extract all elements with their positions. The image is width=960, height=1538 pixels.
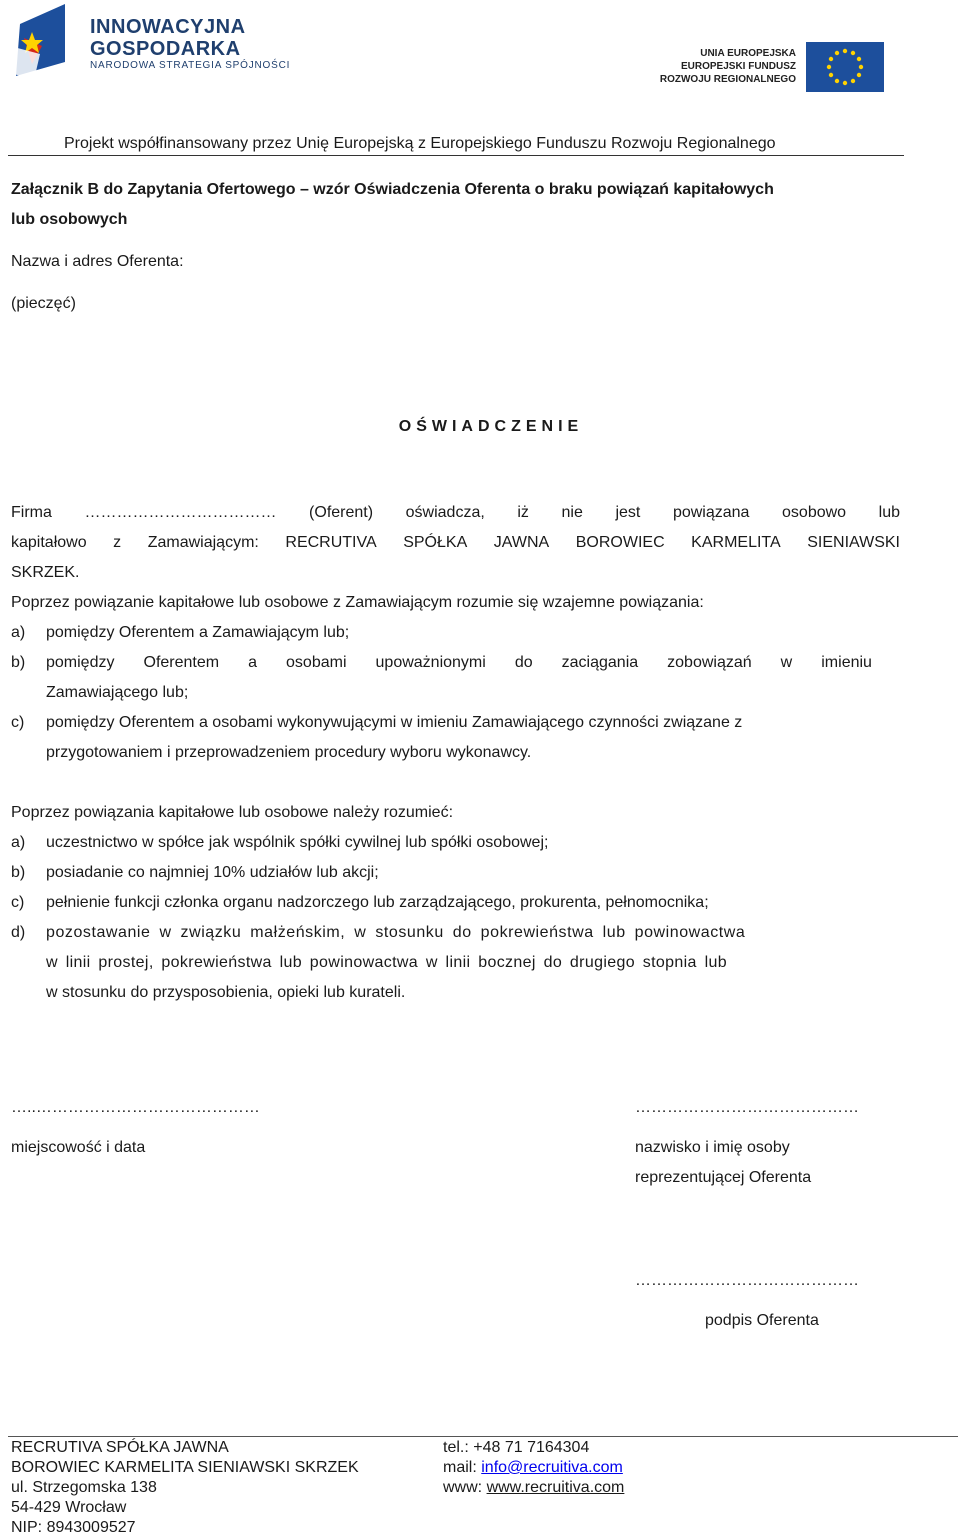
list-letter: a) — [11, 624, 26, 641]
eu-line2: EUROPEJSKI FUNDUSZ — [680, 61, 796, 72]
footer-street: ul. Strzegomska 138 — [11, 1479, 157, 1496]
list-letter: b) — [11, 864, 26, 881]
footer-www-link[interactable]: www.recruitiva.com — [486, 1479, 625, 1496]
ig-line3: NARODOWA STRATEGIA SPÓJNOŚCI — [90, 60, 291, 71]
word: SIENIAWSKI — [807, 534, 900, 551]
word: Zamawiającym: — [147, 534, 259, 551]
word: imieniu — [821, 654, 872, 671]
footer-company-block — [11, 1438, 359, 1538]
list2-item-c — [11, 888, 901, 918]
signature-dots: …………………………………… — [635, 1272, 859, 1289]
word: w — [780, 654, 793, 671]
list-text: posiadanie co najmniej 10% udziałów lub akcji; — [46, 864, 379, 881]
list1-item-c — [11, 708, 881, 768]
word: zaciągania — [561, 654, 639, 671]
list-letter: c) — [11, 714, 25, 731]
footer-www-row — [443, 1478, 624, 1498]
word: KARMELITA — [691, 534, 781, 551]
list-letter: d) — [11, 924, 26, 941]
statement-line1 — [11, 498, 900, 528]
representative-dots: …………………………………… — [635, 1099, 859, 1116]
list-text: pozostawanie w związku małżeńskim, w stosunku do pokrewieństwa lub powinowactwa — [46, 924, 746, 941]
list1-item-a — [11, 618, 881, 648]
header-divider — [8, 155, 904, 156]
list-text — [46, 648, 872, 678]
innowacyjna-gospodarka-logo — [10, 2, 310, 82]
statement-line2 — [11, 528, 900, 558]
list1-item-b-cont — [11, 678, 881, 708]
word: nie — [561, 504, 583, 521]
document-title-line2: lub osobowych — [11, 211, 128, 228]
word: pomiędzy — [46, 654, 115, 671]
statement-heading: OŚWIADCZENIE — [398, 418, 584, 435]
signature-label: podpis Oferenta — [705, 1312, 819, 1329]
word: (Oferent) — [309, 504, 374, 521]
footer-phone: tel.: +48 71 7164304 — [443, 1439, 590, 1456]
word: BOROWIEC — [575, 534, 665, 551]
place-date-label: miejscowość i data — [11, 1139, 146, 1156]
footer-contact-block — [443, 1438, 624, 1498]
word: upoważnionymi — [375, 654, 486, 671]
representative-label-line1: nazwisko i imię osoby — [635, 1139, 790, 1156]
word: ……………………………… — [84, 504, 277, 521]
stamp-label: (pieczęć) — [11, 295, 76, 312]
list-text: w linii prostej, pokrewieństwa lub powinowactwa w linii bocznej do drugiego stopnia lub — [46, 954, 728, 971]
word: Firma — [11, 504, 52, 521]
eu-line3: ROZWOJU REGIONALNEGO — [659, 74, 796, 85]
footer-postcode-city: 54-429 Wrocław — [11, 1499, 127, 1516]
list-letter: c) — [11, 894, 25, 911]
list-text: pełnienie funkcji członka organu nadzorczego lub zarządzającego, prokurenta, pełnomocnika; — [46, 894, 709, 911]
word: JAWNA — [493, 534, 550, 551]
project-cofinancing-line: Projekt współfinansowany przez Unię Europejską z Europejskiego Funduszu Rozwoju Regionalnego — [64, 135, 776, 152]
eu-flag-icon — [806, 42, 884, 92]
footer-mail-link[interactable]: info@recruitiva.com — [481, 1459, 623, 1476]
eu-fund-logo — [660, 40, 890, 92]
footer-divider — [8, 1436, 958, 1437]
representative-label-line2: reprezentującej Oferenta — [635, 1169, 812, 1186]
ig-line2: GOSPODARKA — [90, 38, 241, 60]
word: z — [113, 534, 122, 551]
list-text: uczestnictwo w spółce jak wspólnik spółki cywilnej lub spółki osobowej; — [46, 834, 549, 851]
word: jest — [615, 504, 641, 521]
list-letter: b) — [11, 654, 26, 671]
word: osobowo — [782, 504, 847, 521]
list2-intro: Poprzez powiązania kapitałowe lub osobowe należy rozumieć: — [11, 804, 454, 821]
word: do — [514, 654, 533, 671]
name-address-field-label: Nazwa i adres Oferenta: — [11, 253, 184, 270]
footer-www-label: www: — [443, 1479, 483, 1496]
word: SPÓŁKA — [403, 534, 468, 551]
word: oświadcza, — [405, 504, 485, 521]
word: iż — [517, 504, 529, 521]
word: RECRUTIVA — [285, 534, 377, 551]
word: Oferentem — [143, 654, 220, 671]
word: lub — [878, 504, 900, 521]
footer-mail-row — [443, 1458, 624, 1478]
list-letter: a) — [11, 834, 26, 851]
list-text: w stosunku do przysposobienia, opieki lub kurateli. — [46, 984, 406, 1001]
word: powiązana — [672, 504, 750, 521]
ig-flag-icon — [10, 2, 80, 80]
word: osobami — [286, 654, 347, 671]
footer-company-name: RECRUTIVA SPÓŁKA JAWNA — [11, 1439, 229, 1456]
list2-item-d — [11, 918, 901, 1008]
eu-line1: UNIA EUROPEJSKA — [700, 48, 796, 59]
word: zobowiązań — [667, 654, 752, 671]
footer-company-partners: BOROWIEC KARMELITA SIENIAWSKI SKRZEK — [11, 1459, 359, 1476]
document-title-line1: Załącznik B do Zapytania Ofertowego – wzór Oświadczenia Oferenta o braku powiązań kapitałowych — [11, 181, 774, 198]
statement-line4: Poprzez powiązanie kapitałowe lub osobowe z Zamawiającym rozumie się wzajemne powiązania: — [11, 594, 704, 611]
place-date-dots: …..…………………………………… — [11, 1099, 260, 1116]
footer-nip: NIP: 8943009527 — [11, 1519, 136, 1536]
ig-line1: INNOWACYJNA — [90, 16, 246, 38]
list-text: pomiędzy Oferentem a osobami wykonywującymi w imieniu Zamawiającego czynności związane z — [46, 714, 743, 731]
list-text: Zamawiającego lub; — [46, 684, 189, 701]
list2-item-b — [11, 858, 901, 888]
word: kapitałowo — [11, 534, 87, 551]
footer-mail-label: mail: — [443, 1459, 477, 1476]
list-text: przygotowaniem i przeprowadzeniem procedury wyboru wykonawcy. — [46, 744, 532, 761]
list-text: pomiędzy Oferentem a Zamawiającym lub; — [46, 624, 350, 641]
word: a — [248, 654, 258, 671]
list2-item-a — [11, 828, 901, 858]
statement-line3: SKRZEK. — [11, 564, 80, 581]
